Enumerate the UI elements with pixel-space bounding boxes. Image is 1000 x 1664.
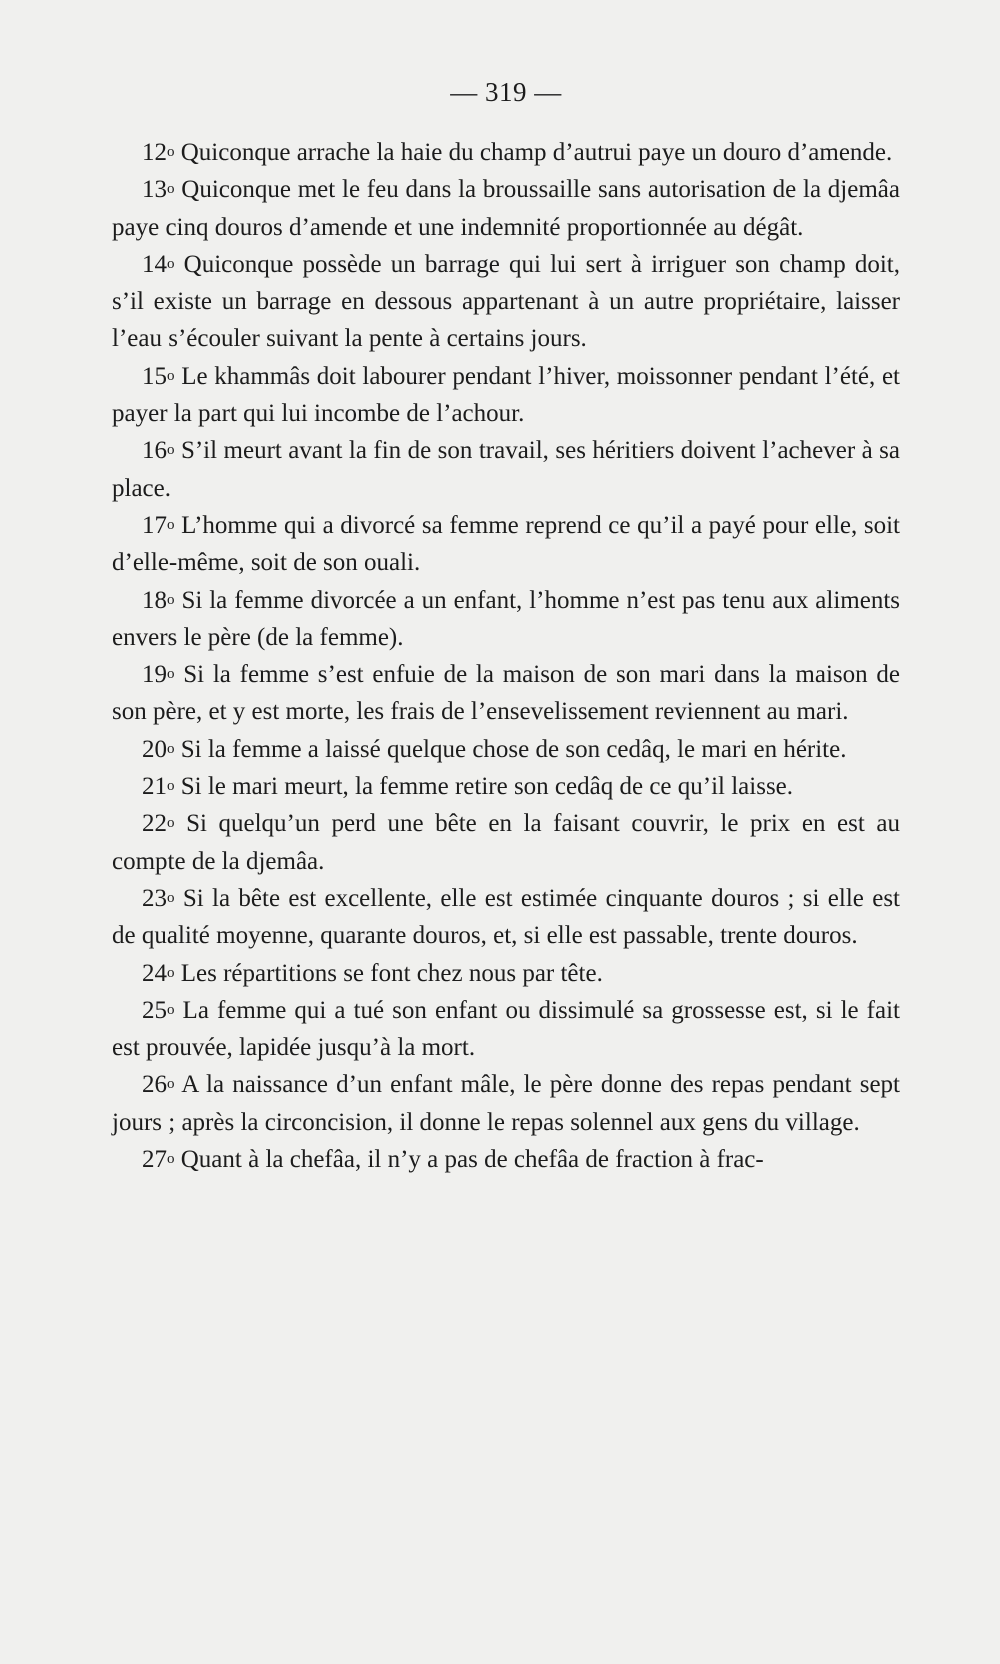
article-number: 26$^o$ — [142, 1071, 175, 1099]
article-18 — [112, 582, 900, 657]
article-13 — [112, 171, 900, 246]
article-text: L’homme qui a divorcé sa femme reprend ce qu’il a payé pour elle, soit d’elle-même, soit de son ouali. — [112, 511, 900, 577]
article-number: 25$^o$ — [142, 996, 175, 1024]
article-number: 24$^o$ — [142, 959, 175, 987]
article-26 — [112, 1066, 900, 1141]
article-number: 27$^o$ — [142, 1146, 175, 1174]
article-21 — [112, 768, 900, 805]
article-text: Quant à la chefâa, il n’y a pas de chefâa de fraction à frac- — [174, 1146, 764, 1174]
article-12 — [112, 134, 900, 171]
article-19 — [112, 656, 900, 731]
article-text: Si la femme divorcée a un enfant, l’homme n’est pas tenu aux aliments envers le père (de la femme). — [112, 586, 900, 651]
article-16 — [112, 432, 900, 507]
article-20 — [112, 731, 900, 768]
article-27 — [112, 1141, 900, 1178]
article-text: La femme qui a tué son enfant ou dissimulé sa grossesse est, si le fait est prouvée, lapidée jusqu’à la mort. — [112, 996, 900, 1062]
article-number: 21$^o$ — [142, 773, 175, 801]
article-number: 15$^o$ — [142, 362, 175, 390]
article-number: 12$^o$ — [142, 139, 175, 166]
article-text: Si la bête est excellente, elle est estimée cinquante douros ; si elle est de qualité moyenne, quarante douros, et, si elle est passable, trente douros. — [112, 884, 900, 950]
page-number: — 319 — — [450, 77, 562, 107]
article-15 — [112, 358, 900, 433]
article-number: 19$^o$ — [142, 661, 175, 689]
article-text: A la naissance d’un enfant mâle, le père donne des repas pendant sept jours ; après la circoncision, il donne le repas solennel aux gens du village. — [112, 1071, 900, 1136]
article-14 — [112, 246, 900, 358]
article-number: 20$^o$ — [142, 735, 175, 763]
article-text: Si la femme s’est enfuie de la maison de son mari dans la maison de son père, et y est morte, les frais de l’ensevelissement reviennent au mari. — [112, 661, 900, 726]
article-text: Si quelqu’un perd une bête en la faisant couvrir, le prix en est au compte de la djemâa. — [112, 810, 900, 875]
article-number: 13$^o$ — [142, 176, 175, 204]
page-body — [112, 134, 900, 1178]
article-number: 14$^o$ — [142, 250, 175, 278]
article-number: 16$^o$ — [142, 437, 175, 465]
article-number: 18$^o$ — [142, 586, 175, 614]
article-text: Quiconque possède un barrage qui lui sert à irriguer son champ doit, s’il existe un barrage en dessous appartenant à un autre propriétaire, laisser l’eau s’écouler suivant la pente à certains jours. — [112, 250, 900, 353]
article-text: S’il meurt avant la fin de son travail, ses héritiers doivent l’achever à sa place. — [112, 437, 900, 502]
article-number: 22$^o$ — [142, 810, 175, 838]
article-text: Quiconque met le feu dans la broussaille sans autorisation de la djemâa paye cinq douros d’amende et une indemnité proportionnée au dégât. — [112, 176, 900, 241]
article-text: Si la femme a laissé quelque chose de son cedâq, le mari en hérite. — [174, 735, 847, 763]
article-text: Les répartitions se font chez nous par tête. — [174, 959, 603, 987]
article-number: 23$^o$ — [142, 884, 175, 912]
article-24 — [112, 955, 900, 992]
article-25 — [112, 992, 900, 1067]
article-text: Si le mari meurt, la femme retire son cedâq de ce qu’il laisse. — [174, 773, 794, 801]
article-23 — [112, 880, 900, 955]
article-text: Quiconque arrache la haie du champ d’autrui paye un douro d’amende. — [174, 139, 893, 166]
article-number: 17$^o$ — [142, 511, 175, 539]
article-22 — [112, 805, 900, 880]
article-text: Le khammâs doit labourer pendant l’hiver, moissonner pendant l’été, et payer la part qui lui incombe de l’achour. — [112, 362, 900, 428]
article-17 — [112, 507, 900, 582]
